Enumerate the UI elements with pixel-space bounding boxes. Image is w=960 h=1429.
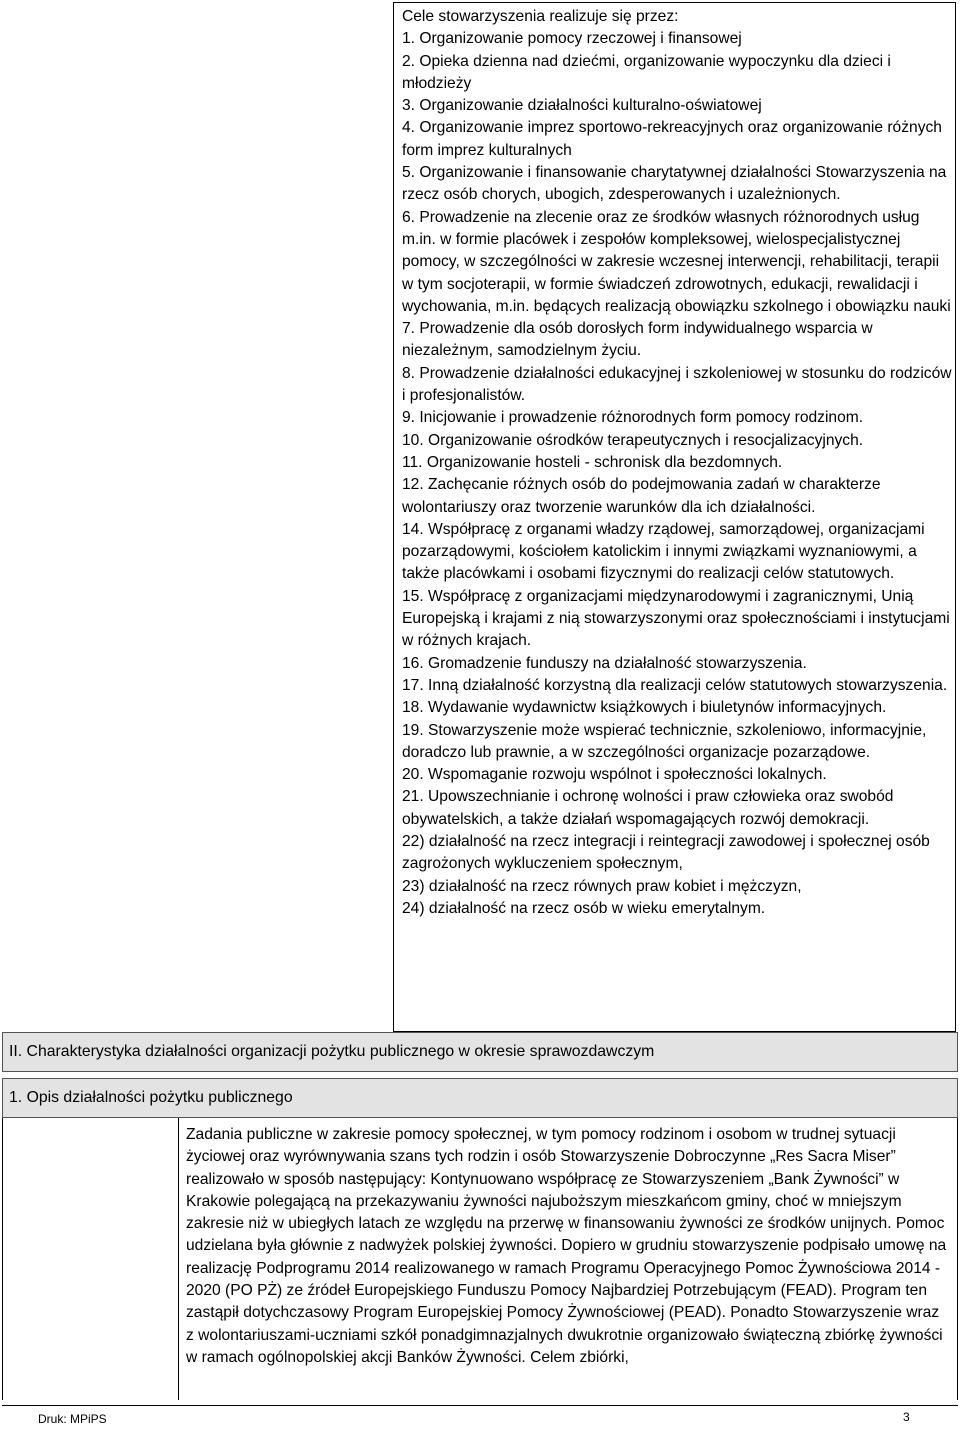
goals-list: [402, 6, 954, 920]
goal-item: 16. Gromadzenie funduszy na działalność stowarzyszenia.: [402, 654, 807, 672]
page-number: 3: [903, 1410, 910, 1424]
left-border-line: [2, 1118, 3, 1400]
goal-item: 5. Organizowanie i finansowanie charytatywnej działalności Stowarzyszenia na rzecz osób chorych, ubogich, zdesperowanych i uzależnionych.: [402, 164, 947, 204]
goal-item: 20. Wspomaganie rozwoju wspólnot i społeczności lokalnych.: [402, 766, 827, 784]
subsection-header: [2, 1078, 958, 1118]
footer-divider: [2, 1405, 958, 1406]
goal-item: 4. Organizowanie imprez sportowo-rekreacyjnych oraz organizowanie różnych form imprez kulturalnych: [402, 119, 942, 159]
footer-print-label: Druk: MPiPS: [38, 1412, 107, 1426]
goal-item: 10. Organizowanie ośrodków terapeutycznych i resocjalizacyjnych.: [402, 431, 864, 449]
goal-item: 22) działalność na rzecz integracji i reintegracji zawodowej i społecznej osób zagrożonych wykluczeniem społecznym,: [402, 832, 930, 873]
goal-item: 14. Współpracę z organami władzy rządowej, samorządowej, organizacjami pozarządowymi, kościołem katolickim i innymi związkami wyznaniowymi, a także placówkami i osobami fizycznymi do realizacji celów statutowych.: [402, 520, 925, 583]
goal-item: 8. Prowadzenie działalności edukacyjnej i szkoleniowej w stosunku do rodziców i profesjonalistów.: [402, 364, 952, 405]
goal-item: 23) działalność na rzecz równych praw kobiet i mężczyzn,: [402, 877, 802, 895]
goal-item: 11. Organizowanie hosteli - schronisk dla bezdomnych.: [402, 453, 783, 471]
section-header: [2, 1032, 958, 1072]
goal-item: 24) działalność na rzecz osób w wieku emerytalnym.: [402, 899, 766, 917]
description-text: Zadania publiczne w zakresie pomocy społecznej, w tym pomocy rodzinom i osobom w trudnej sytuacji życiowej oraz wyrównywania szans tych rodzin i osób Stowarzyszenie Dobroczynne „Res Sacra Miser” realizowało w sposób następujący: Kontynuowano współpracę ze Stowarzyszeniem „Bank Żywności” w Krakowie polegającą na przekazywaniu żywności najuboższym mieszkańcom gminy, choć w mniejszym zakresie niż w ubiegłych latach ze względu na przerwę w finansowaniu żywności ze środków unijnych. Pomoc udzielana była głównie z nadwyżek polskiej żywności. Dopiero w grudniu stowarzyszenie podpisało umowę na realizację Podprogramu 2014 realizowanego w ramach Programu Operacyjnego Pomoc Żywnościowa 2014 - 2020 (PO PŻ) ze źródeł Europejskiego Funduszu Pomocy Najbardziej Potrzebującym (FEAD). Program ten zastąpił dotychczasowy Program Europejskiej Pomocy Żywnościowej (PEAD). Ponadto Stowarzyszenie wraz z wolontariuszami-uczniami szkół ponadgimnazjalnych dwukrotnie organizowało świąteczną zbiórkę żywności w ramach ogólnopolskiej akcji Banków Żywności. Celem zbiórki,: [186, 1126, 947, 1366]
subsection-header-text: 1. Opis działalności pożytku publicznego: [9, 1089, 293, 1106]
goal-item: 18. Wydawanie wydawnictw książkowych i biuletynów informacyjnych.: [402, 699, 887, 717]
goals-intro: Cele stowarzyszenia realizuje się przez:: [402, 8, 679, 25]
goal-item: 6. Prowadzenie na zlecenie oraz ze środków własnych różnorodnych usług m.in. w formie placówek i zespołów kompleksowej, wielospecjalistycznej pomocy, w szczególności w zakresie wczesnej interwencji, rehabilitacji, terapii w tym socjoterapii, w formie świadczeń zdrowotnych, edukacji, rewalidacji i wychowania, m.in. będących realizacją obowiązku szkolnego i obowiązku nauki: [402, 208, 951, 315]
goal-item: 7. Prowadzenie dla osób dorosłych form indywidualnego wsparcia w niezależnym, samodzielnym życiu.: [402, 320, 873, 360]
goal-item: 9. Inicjowanie i prowadzenie różnorodnych form pomocy rodzinom.: [402, 409, 864, 427]
section-header-text: II. Charakterystyka działalności organizacji pożytku publicznego w okresie sprawozdawczym: [9, 1043, 655, 1060]
goal-item: 2. Opieka dzienna nad dziećmi, organizowanie wypoczynku dla dzieci i młodzieży: [402, 52, 891, 92]
goal-item: 12. Zachęcanie różnych osób do podejmowania zadań w charakterze wolontariuszy oraz tworzenie warunków dla ich działalności.: [402, 476, 881, 516]
goal-item: 3. Organizowanie działalności kulturalno-oświatowej: [402, 97, 762, 115]
goal-item: 17. Inną działalność korzystną dla realizacji celów statutowych stowarzyszenia.: [402, 676, 948, 694]
goal-item: 19. Stowarzyszenie może wspierać technicznie, szkoleniowo, informacyjnie, doradczo lub prawnie, a w szczególności organizacje pozarządowe.: [402, 721, 927, 761]
goal-item: 21. Upowszechnianie i ochronę wolności i praw człowieka oraz swobód obywatelskich, a także działań wspomagających rozwój demokracji.: [402, 788, 894, 828]
goal-item: 1. Organizowanie pomocy rzeczowej i finansowej: [402, 30, 742, 48]
goal-item: 15. Współpracę z organizacjami międzynarodowymi i zagranicznymi, Unią Europejską i krajami z nią stowarzyszonymi oraz społecznościami i instytucjami w różnych krajach.: [402, 587, 950, 650]
